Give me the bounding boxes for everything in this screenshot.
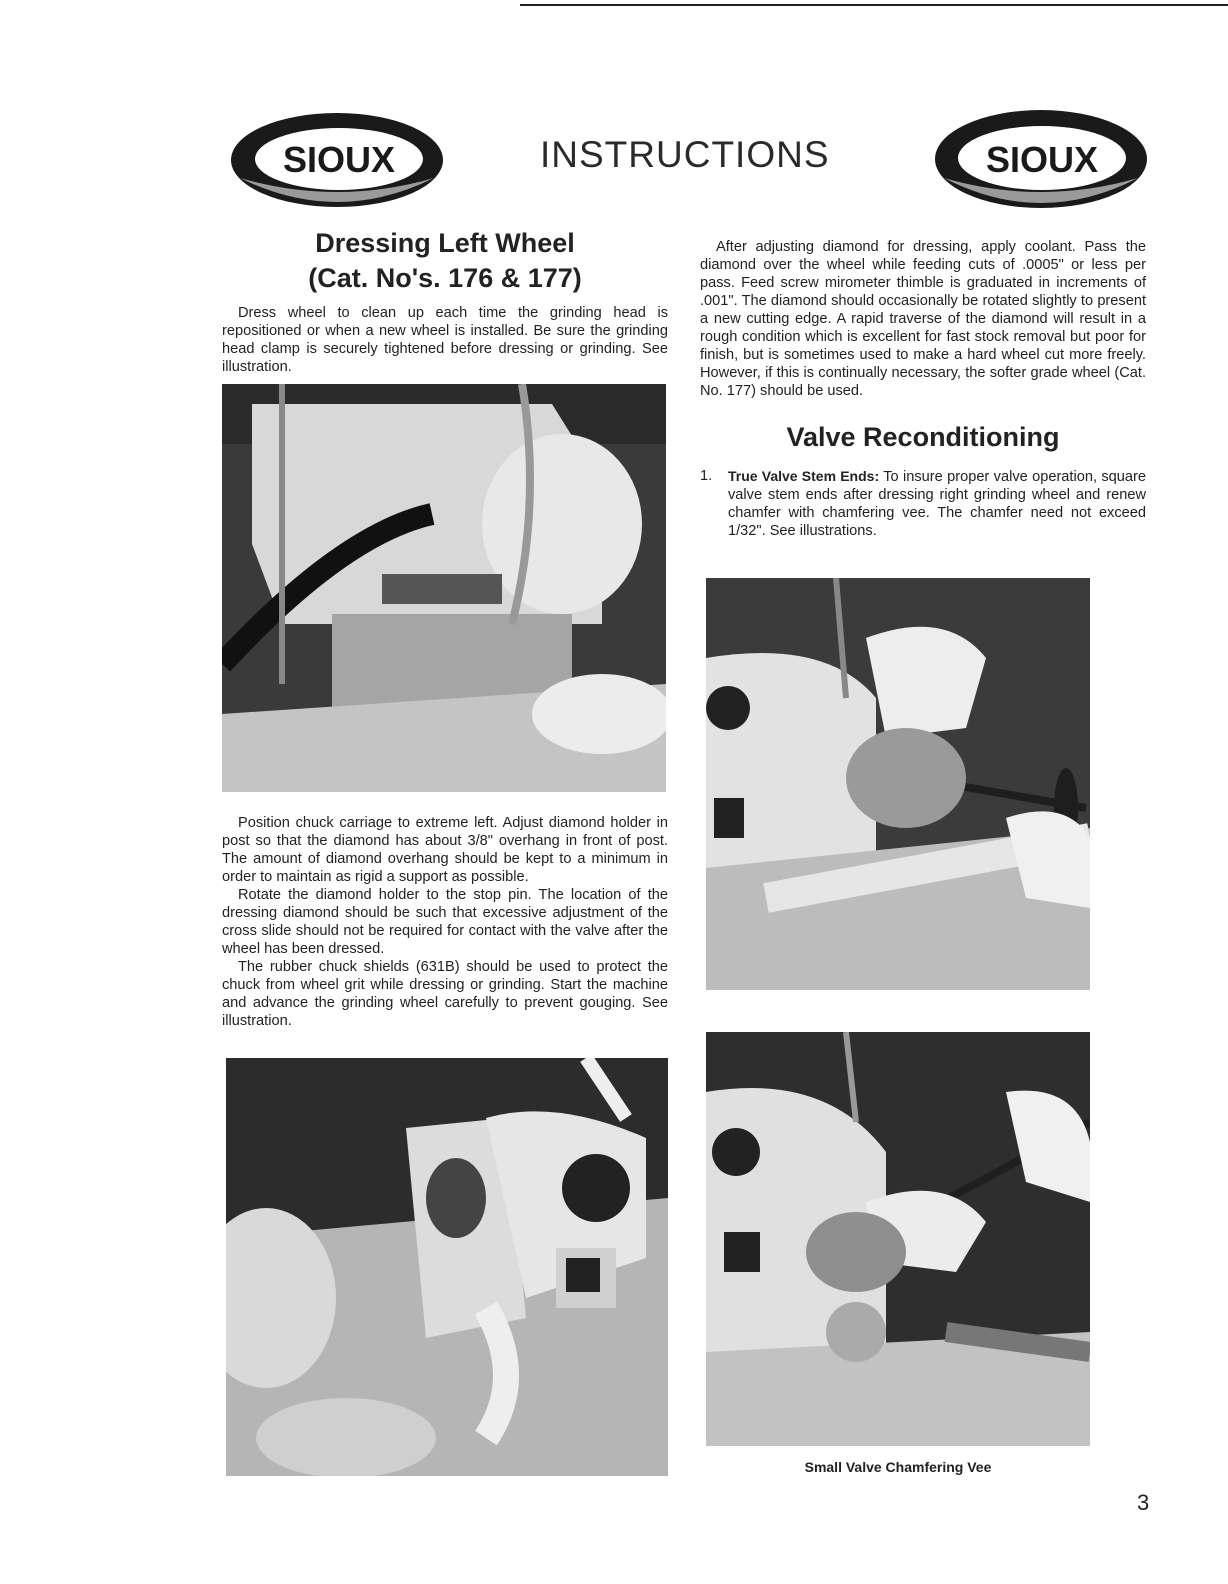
left-column-middle bbox=[222, 814, 668, 1030]
left-column-top bbox=[222, 226, 668, 376]
photo-chuck-shields bbox=[226, 1058, 668, 1476]
section-heading-dressing bbox=[222, 226, 668, 296]
logo-left-text: SIOUX bbox=[282, 139, 396, 180]
step-text: To insure proper valve operation, square valve stem ends after dressing right grinding wheel and renew chamfer with chamfering vee. The chamfer need not exceed 1/32". See illustrations. bbox=[728, 469, 1146, 539]
dressing-continued: After adjusting diamond for dressing, apply coolant. Pass the diamond over the wheel while feeding cuts of .0005" or less per pass. Feed screw mirometer thimble is graduated in increments of .001". The diamond should occasionally be rotated slightly to present a new cutting edge. A rapid traverse of the diamond will result in a rough condition which is excellent for fast stock removal but poor for finish, but is sometimes used to make a hard wheel cut more freely. However, if this is continually necessary, the softer grade wheel (Cat. No. 177) should be used. bbox=[700, 239, 1146, 399]
step-number: 1. bbox=[700, 468, 713, 484]
sioux-logo-left bbox=[226, 108, 448, 212]
dressing-para-1: Position chuck carriage to extreme left. Adjust diamond holder in post so that the diamond has about 3/8" overhang in front of post. The amount of diamond overhang should be kept to a minimum in order to maintain as rigid a support as possible. bbox=[222, 815, 668, 885]
section-heading-valve: Valve Reconditioning bbox=[786, 422, 1060, 452]
heading-line-2: (Cat. No's. 176 & 177) bbox=[308, 263, 582, 293]
step-title: True Valve Stem Ends: bbox=[728, 468, 880, 484]
photo-valve-stem-ends bbox=[706, 578, 1090, 990]
heading-line-1: Dressing Left Wheel bbox=[315, 228, 575, 258]
page-number: 3 bbox=[1137, 1490, 1150, 1515]
figure-caption: Small Valve Chamfering Vee bbox=[804, 1459, 992, 1475]
dressing-intro: Dress wheel to clean up each time the grinding head is repositioned or when a new wheel is installed. Be sure the grinding head clamp is securely tightened before dressing or grinding. See illustration. bbox=[222, 305, 668, 375]
sioux-logo-right bbox=[930, 104, 1152, 214]
step-body bbox=[728, 467, 1146, 540]
top-rule bbox=[520, 4, 1228, 6]
step-1 bbox=[700, 467, 1146, 540]
dressing-para-3: The rubber chuck shields (631B) should be used to protect the chuck from wheel grit while dressing or grinding. Start the machine and advance the grinding wheel carefully to prevent gouging. See illustration. bbox=[222, 959, 668, 1029]
logo-right-text: SIOUX bbox=[985, 139, 1099, 180]
photo-dressing-left-wheel bbox=[222, 384, 666, 792]
photo-chamfering-vee bbox=[706, 1032, 1090, 1446]
page-title: INSTRUCTIONS bbox=[540, 134, 830, 175]
right-column-top bbox=[700, 238, 1146, 540]
dressing-para-2: Rotate the diamond holder to the stop pin. The location of the dressing diamond should be such that excessive adjustment of the cross slide should not be required for contact with the valve after the wheel has been dressed. bbox=[222, 887, 668, 957]
